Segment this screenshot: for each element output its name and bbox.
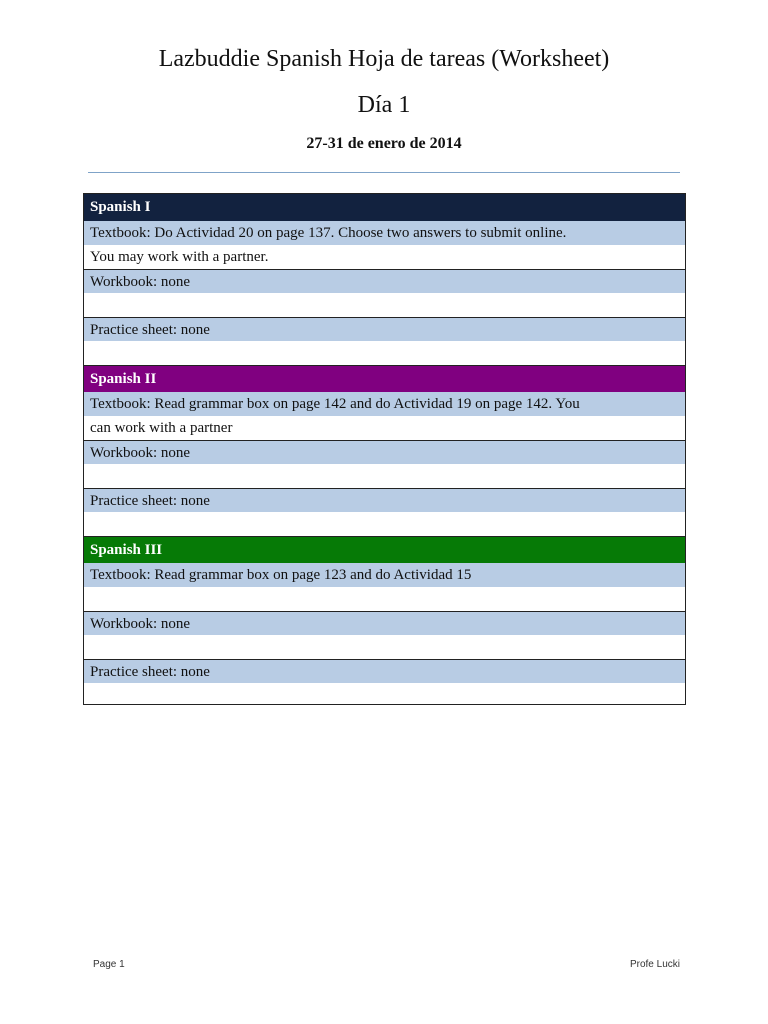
blank-row — [84, 341, 685, 365]
day-subtitle: Día 1 — [357, 92, 411, 118]
blank-row — [84, 635, 685, 659]
textbook-line: You may work with a partner. — [84, 245, 685, 269]
author-name: Profe Lucki — [629, 959, 680, 970]
section-heading-spanish-1: Spanish I — [84, 194, 685, 221]
blank-row — [84, 683, 685, 704]
worksheet-title: Lazbuddie Spanish Hoja de tareas (Worksheet) — [158, 46, 610, 72]
date-range: 27-31 de enero de 2014 — [306, 135, 462, 152]
practice-sheet-line: Practice sheet: none — [84, 317, 685, 341]
textbook-line: Textbook: Read grammar box on page 123 and do Actividad 15 — [84, 563, 685, 587]
workbook-line: Workbook: none — [84, 440, 685, 464]
blank-row — [84, 464, 685, 488]
section-heading-spanish-3: Spanish III — [84, 536, 685, 563]
page-number: Page 1 — [93, 959, 125, 970]
blank-row — [84, 512, 685, 536]
textbook-line: Textbook: Read grammar box on page 142 and do Actividad 19 on page 142. You — [84, 392, 685, 416]
textbook-line: Textbook: Do Actividad 20 on page 137. Choose two answers to submit online. — [84, 221, 685, 245]
practice-sheet-line: Practice sheet: none — [84, 488, 685, 512]
header-divider — [88, 172, 680, 173]
practice-sheet-line: Practice sheet: none — [84, 659, 685, 683]
assignments-table — [83, 193, 686, 705]
workbook-line: Workbook: none — [84, 269, 685, 293]
textbook-line: can work with a partner — [84, 416, 685, 440]
blank-row — [84, 293, 685, 317]
workbook-line: Workbook: none — [84, 611, 685, 635]
textbook-line — [84, 587, 685, 611]
section-heading-spanish-2: Spanish II — [84, 365, 685, 392]
